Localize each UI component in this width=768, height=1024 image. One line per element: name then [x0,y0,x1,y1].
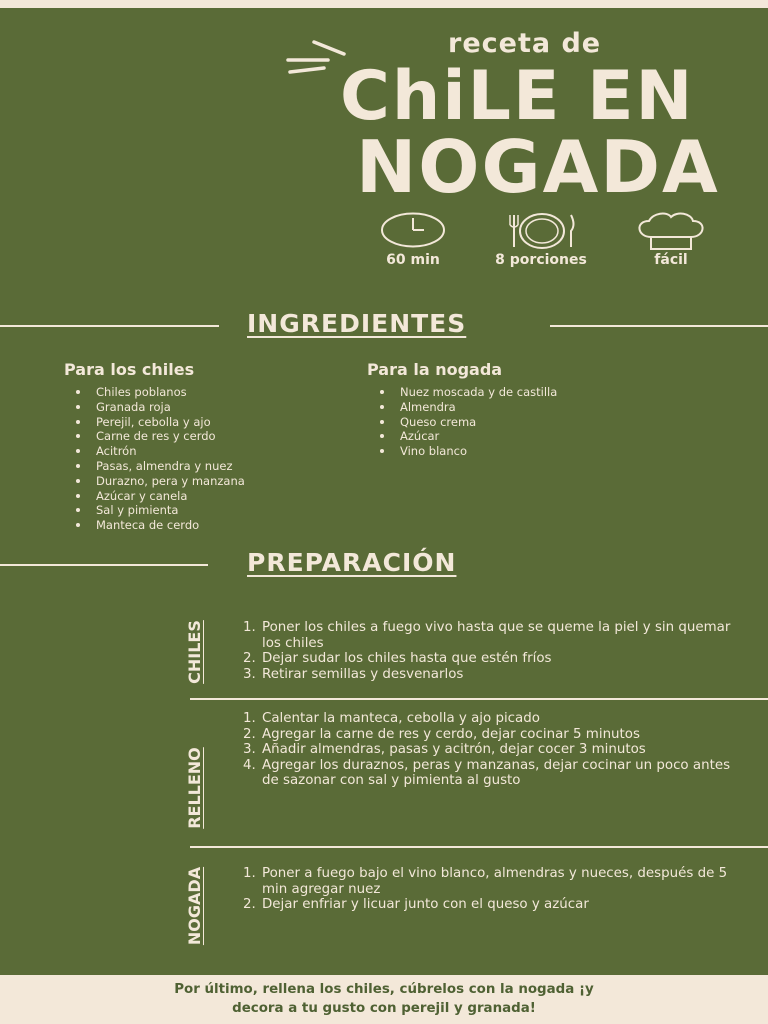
step-item: 1. Poner a fuego bajo el vino blanco, almendras y nueces, después de 5 min agregar nuez [243,866,728,897]
step-item: 2. Agregar la carne de res y cerdo, dejar cocinar 5 minutos [243,726,640,742]
nogada-ingredients-list [368,385,557,459]
chiles-ingredients-list [64,385,245,533]
recipe-subtitle: receta de [448,28,602,59]
section-label-chiles: CHILES [185,620,204,684]
nogada-ingredients-heading: Para la nogada [367,360,503,379]
servings-label: 8 porciones [495,252,587,268]
divider-line [0,325,219,327]
list-item: Sal y pimienta [64,503,245,518]
list-item: Durazno, pera y manzana [64,474,245,489]
step-item: 3. Añadir almendras, pasas y acitrón, dejar cocer 3 minutos [243,742,646,757]
step-item: 1. Poner los chiles a fuego vivo hasta que se queme la piel y sin quemar los chiles [243,620,731,651]
list-item: Almendra [368,400,557,415]
step-item: 2. Dejar sudar los chiles hasta que estén fríos [243,651,552,666]
ingredients-heading: INGREDIENTES [247,309,467,338]
chef-hat-icon [631,211,711,253]
divider-line [0,564,208,566]
time-label: 60 min [386,252,440,268]
divider-line [550,325,768,327]
recipe-card [0,8,768,975]
list-item: Perejil, cebolla y ajo [64,415,245,430]
chiles-ingredients-heading: Para los chiles [64,360,195,379]
recipe-title-line1: ChiLE EN [340,57,695,136]
list-item: Carne de res y cerdo [64,429,245,444]
list-item: Azúcar y canela [64,489,245,504]
list-item: Pasas, almendra y nuez [64,459,245,474]
list-item: Queso crema [368,415,557,430]
divider-line [190,698,768,700]
step-item: 4. Agregar los duraznos, peras y manzanas, dejar cocinar un poco antes de sazonar con sal y pimienta al gusto [243,757,731,788]
recipe-title-line2: NOGADA [356,125,720,209]
list-item: Granada roja [64,400,245,415]
chiles-steps [243,620,733,682]
list-item: Manteca de cerdo [64,518,245,533]
list-item: Chiles poblanos [64,385,245,400]
step-item: 3. Retirar semillas y desvenarlos [243,666,464,682]
list-item: Vino blanco [368,444,557,459]
preparation-heading: PREPARACIÓN [247,548,457,577]
difficulty-label: fácil [654,252,688,268]
section-label-nogada: NOGADA [185,866,204,946]
list-item: Acitrón [64,444,245,459]
footer-line-1: Por último, rellena los chiles, cúbrelos con la nogada ¡y [174,982,594,997]
divider-line [190,846,768,848]
plate-icon [505,211,579,251]
footer-note [0,980,768,1018]
clock-icon [380,211,446,249]
relleno-steps [243,711,733,789]
footer-line-2: decora a tu gusto con perejil y granada! [232,1001,536,1016]
step-item: 2. Dejar enfriar y licuar junto con el queso y azúcar [243,897,589,912]
section-label-relleno: RELLENO [185,747,204,829]
list-item: Azúcar [368,429,557,444]
nogada-steps [243,866,733,913]
step-item: 1. Calentar la manteca, cebolla y ajo picado [243,711,540,726]
list-item: Nuez moscada y de castilla [368,385,557,400]
sparkle-lines-icon [284,32,348,84]
